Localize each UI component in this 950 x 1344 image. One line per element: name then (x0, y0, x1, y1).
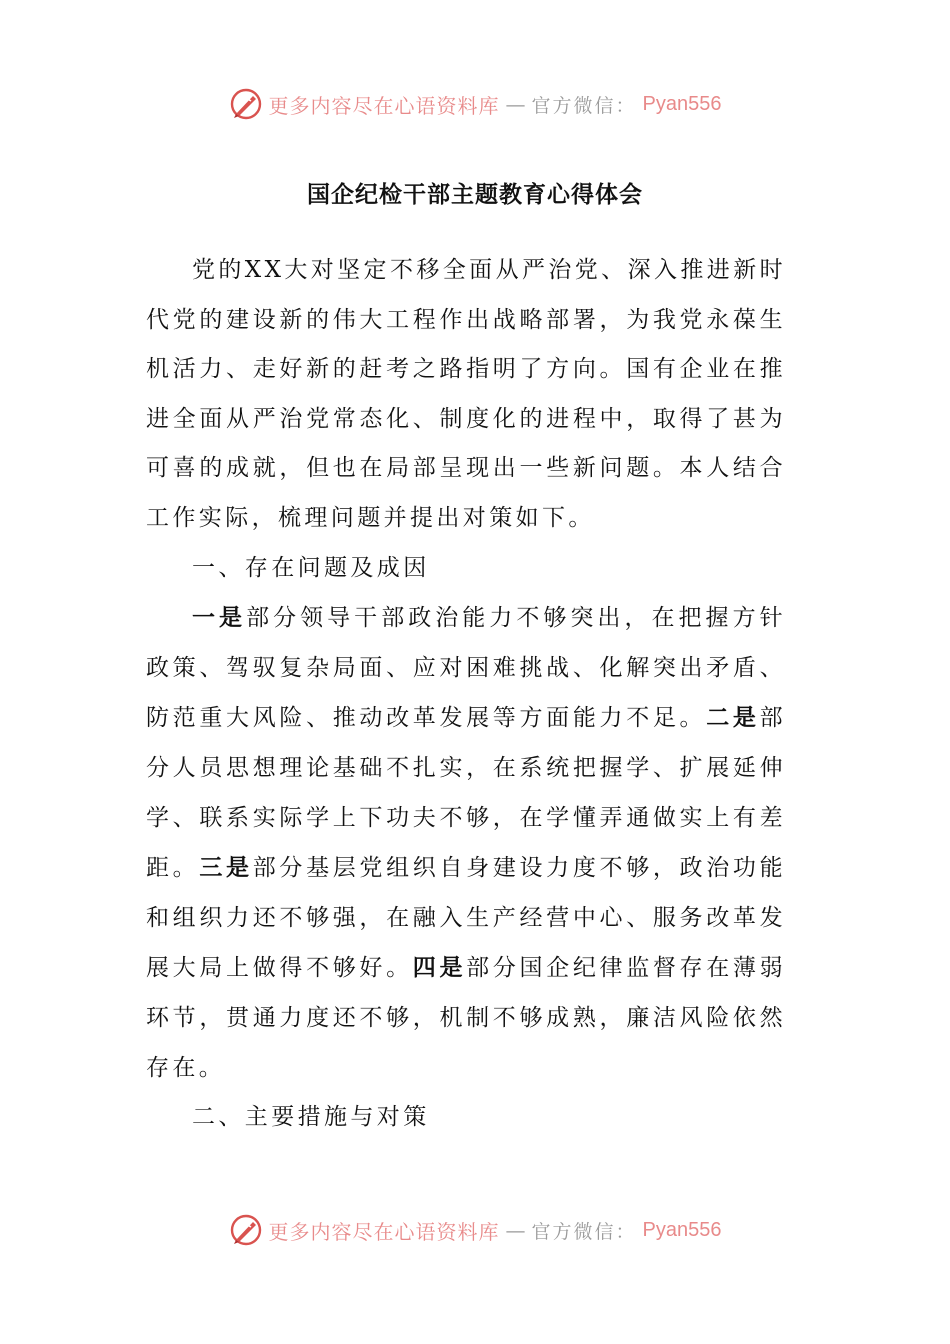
pen-logo-icon (229, 87, 263, 121)
problems-paragraph (146, 593, 786, 1093)
problem-lead: 三是 (199, 854, 253, 882)
footer-watermark (0, 1210, 950, 1250)
header-watermark (0, 84, 950, 124)
problem-text: 部分基层党组织自身建设力度不够，政治功能和组织力还不够强，在融入生产经营中心、服务改革发展大局上做得不够好。 (146, 855, 786, 982)
watermark-id: Pyan556 (642, 1218, 722, 1241)
watermark-label: 官方微信： (531, 1220, 637, 1243)
intro-paragraph: 党的XX大对坚定不移全面从严治党、深入推进新时代党的建设新的伟大工程作出战略部署，为我党永葆生机活力、走好新的赶考之路指明了方向。国有企业在推进全面从严治党常态化、制度化的进程中，取得了甚为可喜的成就，但也在局部呈现出一些新问题。本人结合工作实际，梳理问题并提出对策如下。 (146, 257, 786, 531)
watermark-id: Pyan556 (642, 92, 722, 115)
problem-lead: 二是 (706, 704, 760, 732)
watermark-separator: — (505, 92, 526, 116)
section-heading-measures: 二、主要措施与对策 (192, 1104, 430, 1131)
problem-lead: 四是 (412, 954, 467, 982)
document-body (146, 246, 786, 1143)
problem-text: 部分国企纪律监督存在薄弱环节，贯通力度还不够，机制不够成熟，廉洁风险依然存在。 (146, 955, 786, 1081)
document-title: 国企纪检干部主题教育心得体会 (307, 181, 643, 208)
problem-text: 部分人员思想理论基础不扎实，在系统把握学、扩展延伸学、联系实际学上下功夫不够，在学懂弄通做实上有差距。 (146, 705, 786, 882)
watermark-label: 官方微信： (531, 94, 637, 117)
section-heading-problems: 一、存在问题及成因 (192, 554, 430, 581)
watermark-separator: — (505, 1218, 526, 1242)
watermark-text: 更多内容尽在心语资料库 (268, 1219, 500, 1244)
watermark-text: 更多内容尽在心语资料库 (268, 93, 500, 118)
pen-logo-icon (229, 1213, 263, 1247)
problem-text: 部分领导干部政治能力不够突出，在把握方针政策、驾驭复杂局面、应对困难挑战、化解突出矛盾、防范重大风险、推动改革发展等方面能力不足。 (146, 605, 786, 732)
problem-lead: 一是 (192, 604, 247, 632)
